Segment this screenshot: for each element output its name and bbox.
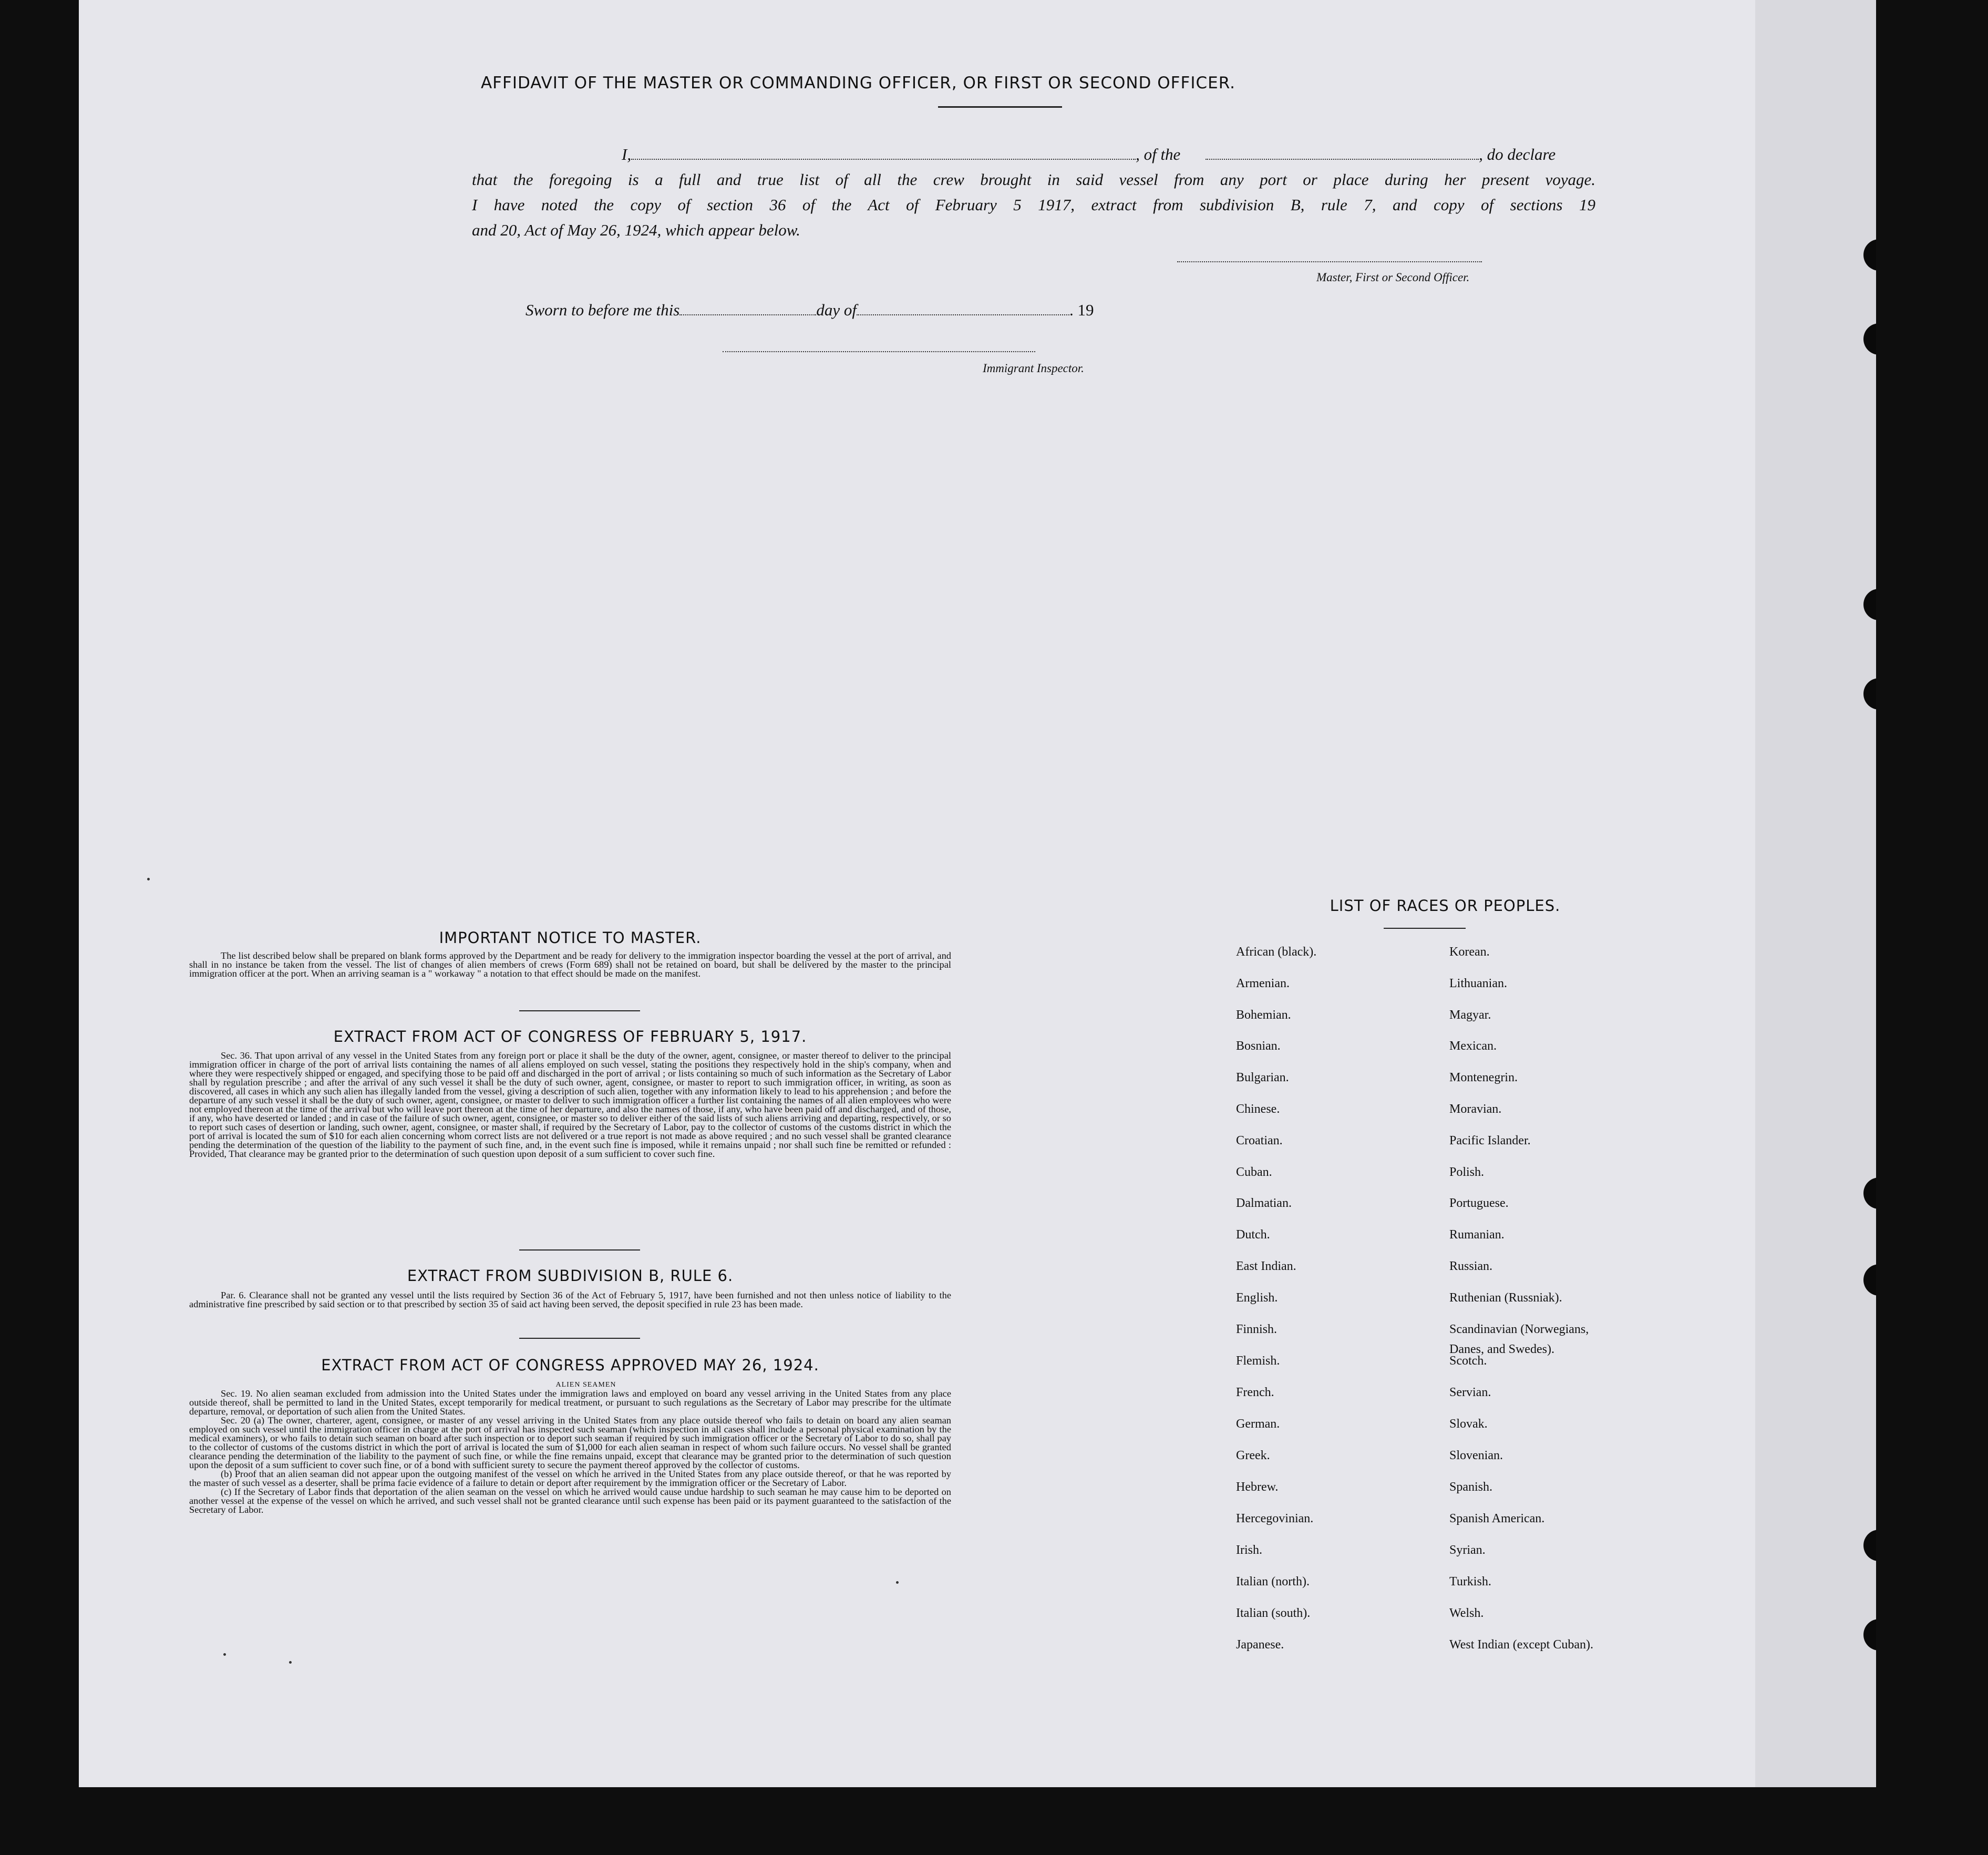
- race-item: Ruthenian (Russniak).: [1449, 1291, 1562, 1305]
- affidavit-line-2: that the foregoing is a full and true list of all the crew brought in said vessel from any port or place during her present voyage.: [472, 170, 1595, 189]
- race-item: Irish.: [1236, 1543, 1262, 1557]
- race-item: East Indian.: [1236, 1259, 1296, 1273]
- master-signature-line: [1177, 261, 1482, 262]
- race-item: Flemish.: [1236, 1354, 1280, 1368]
- race-item: Magyar.: [1449, 1008, 1491, 1022]
- scan-speck: [147, 878, 150, 880]
- extract-1924-text: [189, 1380, 951, 1601]
- race-item: Scotch.: [1449, 1354, 1487, 1368]
- form-page: [79, 0, 1876, 1787]
- race-item: Japanese.: [1236, 1638, 1284, 1652]
- binder-edge: [1755, 0, 1876, 1787]
- sec-20a: Sec. 20 (a) The owner, charterer, agent, consignee, or master of any vessel arriving in the United States from any place outside thereof who fails to detain on board any alien seaman employed on such vessel until the immigration officer in charge at the port of arrival has inspected such seaman (which inspection in all cases shall include a personal physical examination by the medical examiners), or who fails to detain such seaman on board after such inspection or to deport such seaman if required by such immigration officer or the Secretary of Labor to do so, shall pay to the collector of customs of the customs district in which the port of arrival is located the sum of $1,000 for each alien seaman in respect of whom such failure occurs. No vessel shall be granted clearance pending the determination of the liability to the payment of such fine, or while the fine remains unpaid, except that clearance may be granted prior to the determination of such question upon the deposit of a sum sufficient to cover such fine, or of a bond with sufficient surety to secure the payment thereof approved by the collector of customs.: [189, 1415, 951, 1470]
- race-item: Spanish.: [1449, 1480, 1493, 1494]
- extract-1917-title: EXTRACT FROM ACT OF CONGRESS OF FEBRUARY 5, 1917.: [333, 1028, 807, 1046]
- race-item: Rumanian.: [1449, 1228, 1505, 1242]
- inspector-signature-line: [723, 351, 1035, 352]
- scan-speck: [223, 1653, 226, 1656]
- race-item: Turkish.: [1449, 1575, 1491, 1588]
- sec-20b: (b) Proof that an alien seaman did not appear upon the outgoing manifest of the vessel on which he arrived in the United States from any place outside thereof, or that he was reported by the master of such vessel as a deserter, shall be prima facie evidence of a failure to detain or deport after requirement by the immigration officer or the Secretary of Labor.: [189, 1469, 951, 1488]
- race-item: Montenegrin.: [1449, 1071, 1518, 1084]
- affidavit-line-4: and 20, Act of May 26, 1924, which appear below.: [472, 221, 800, 239]
- extract-rule6-title: EXTRACT FROM SUBDIVISION B, RULE 6.: [407, 1267, 734, 1285]
- races-title: LIST OF RACES OR PEOPLES.: [1330, 897, 1561, 915]
- race-item: Syrian.: [1449, 1543, 1486, 1557]
- races-underline: [1384, 928, 1466, 929]
- scan-speck: [289, 1661, 292, 1664]
- race-item: Servian.: [1449, 1386, 1491, 1399]
- race-item-continuation: Danes, and Swedes).: [1449, 1342, 1554, 1356]
- race-item: Lithuanian.: [1449, 977, 1507, 990]
- race-item: Slovenian.: [1449, 1449, 1503, 1462]
- race-item: Spanish American.: [1449, 1512, 1545, 1525]
- scan-speck: [896, 1581, 899, 1584]
- notice-text: The list described below shall be prepared on blank forms approved by the Department and be ready for delivery to the immigration inspector boarding the vessel at the port of arrival, and shall in no instance be taken from the vessel. The list of changes of alien members of crews (Form 689) shall not be retained on board, but shall be delivered by the master to the principal immigration officer at the port. When an arriving seaman is a " workaway " a notation to that effect should be made on the manifest.: [189, 951, 951, 979]
- divider: [519, 1338, 640, 1339]
- race-item: French.: [1236, 1386, 1274, 1399]
- divider: [519, 1010, 640, 1011]
- title-underline: [938, 106, 1062, 108]
- race-item: Polish.: [1449, 1165, 1485, 1179]
- extract-1917-text: Sec. 36. That upon arrival of any vessel in the United States from any foreign port or place it shall be the duty of the owner, agent, consignee, or master thereof to deliver to the principal immigration officer in charge of the port of arrival lists containing the names of all aliens employed on such vessel, stating the positions they respectively hold in the ship's company, when and where they were respectively shipped or engaged, and specifying those to be paid off and discharged in the port of arrival ; or lists containing so much of such information as the Secretary of Labor shall by regulation prescribe ; and after the arrival of any such vessel it shall be the duty of such owner, agent, consignee, or master to report to such immigration officer, in writing, as soon as discovered, all cases in which any such alien has illegally landed from the vessel, giving a description of such alien, together with any information likely to lead to his apprehension ; and before the departure of any such vessel it shall be the duty of such owner, agent, consignee, or master to deliver to such immigration officer a further list containing the names of all alien employees who were not employed thereon at the time of the arrival but who will leave port thereon at the time of her departure, and also the names of those, if any, who have been paid off and discharged, and of those, if any, who have deserted or landed ; and in case of the failure of such owner, agent, consignee, or master so to deliver either of the said lists of such aliens arriving and departing, respectively, or so to report such cases of desertion or landing, such owner, agent, consignee, or master shall, if required by the Secretary of Labor, pay to the collector of customs of the customs district in which the port of arrival is located the sum of $10 for each alien concerning whom correct lists are not delivered or a true report is not made as above required ; and no such vessel shall be granted clearance pending the determination of the question of the liability to the payment of such fine, and, in the event such fine is imposed, while it remains unpaid ; nor shall such fine be remitted or refunded : Provided, That clearance may be granted prior to the determination of such question upon deposit of a sum sufficient to cover such fine.: [189, 1051, 951, 1159]
- race-item: Russian.: [1449, 1259, 1493, 1273]
- race-item: Bohemian.: [1236, 1008, 1291, 1022]
- race-item: Chinese.: [1236, 1102, 1280, 1116]
- race-item: West Indian (except Cuban).: [1449, 1638, 1593, 1652]
- extract-1924-title: EXTRACT FROM ACT OF CONGRESS APPROVED MAY 26, 1924.: [321, 1356, 819, 1374]
- affidavit-line-3: I have noted the copy of section 36 of the Act of February 5 1917, extract from subdivision B, rule 7, and copy of sections 19: [472, 196, 1595, 214]
- race-item: Finnish.: [1236, 1323, 1278, 1336]
- sec-20c: (c) If the Secretary of Labor finds that deportation of the alien seaman on the vessel on which he arrived would cause undue hardship to such seaman he may cause him to be deported on another vessel at the expense of the vessel on which he arrived, and such vessel shall not be granted clearance until such expense has been paid or its payment guaranteed to the satisfaction of the Secretary of Labor.: [189, 1487, 951, 1515]
- race-item: Pacific Islander.: [1449, 1134, 1531, 1147]
- master-caption: Master, First or Second Officer.: [1316, 271, 1470, 284]
- affidavit-line-1: I, , of the , do declare: [622, 145, 1556, 163]
- divider: [519, 1249, 640, 1251]
- race-item: Greek.: [1236, 1449, 1270, 1462]
- race-item: Bosnian.: [1236, 1039, 1281, 1053]
- race-item: Hebrew.: [1236, 1480, 1279, 1494]
- race-item: Scandinavian (Norwegians,: [1449, 1323, 1589, 1336]
- sec-19: Sec. 19. No alien seaman excluded from admission into the United States under the immigration laws and employed on board any vessel arriving in the United States from any place outside thereof, shall be permitted to land in the United States, except temporarily for medical treatment, or pursuant to such regulations as the Secretary of Labor may prescribe for the ultimate departure, removal, or deportation of such alien from the United States.: [189, 1388, 951, 1417]
- race-item: German.: [1236, 1417, 1280, 1431]
- extract-rule6-text: Par. 6. Clearance shall not be granted any vessel until the lists required by Section 36 of the Act of February 5, 1917, have been furnished and not then unless notice of liability to the administrative fine prescribed by said section or to that prescribed by section 35 of said act having been served, the deposit specified in rule 23 has been made.: [189, 1291, 951, 1309]
- notice-title: IMPORTANT NOTICE TO MASTER.: [439, 929, 702, 947]
- race-item: Armenian.: [1236, 977, 1290, 990]
- race-item: Italian (south).: [1236, 1606, 1311, 1620]
- race-item: Cuban.: [1236, 1165, 1272, 1179]
- race-item: Korean.: [1449, 945, 1490, 959]
- race-item: Dutch.: [1236, 1228, 1270, 1242]
- race-item: Moravian.: [1449, 1102, 1502, 1116]
- race-item: Bulgarian.: [1236, 1071, 1289, 1084]
- race-item: Mexican.: [1449, 1039, 1497, 1053]
- inspector-caption: Immigrant Inspector.: [983, 362, 1084, 375]
- race-item: Portuguese.: [1449, 1196, 1509, 1210]
- sworn-line: Sworn to before me this day of . 19: [526, 301, 1094, 319]
- race-item: Italian (north).: [1236, 1575, 1310, 1588]
- race-item: Dalmatian.: [1236, 1196, 1292, 1210]
- race-item: African (black).: [1236, 945, 1317, 959]
- race-item: Slovak.: [1449, 1417, 1488, 1431]
- affidavit-title: AFFIDAVIT OF THE MASTER OR COMMANDING OFFICER, OR FIRST OR SECOND OFFICER.: [480, 74, 1236, 93]
- race-item: Hercegovinian.: [1236, 1512, 1314, 1525]
- race-item: Croatian.: [1236, 1134, 1283, 1147]
- race-item: Welsh.: [1449, 1606, 1484, 1620]
- race-item: English.: [1236, 1291, 1278, 1305]
- alien-seamen-subhead: ALIEN SEAMEN: [555, 1381, 616, 1389]
